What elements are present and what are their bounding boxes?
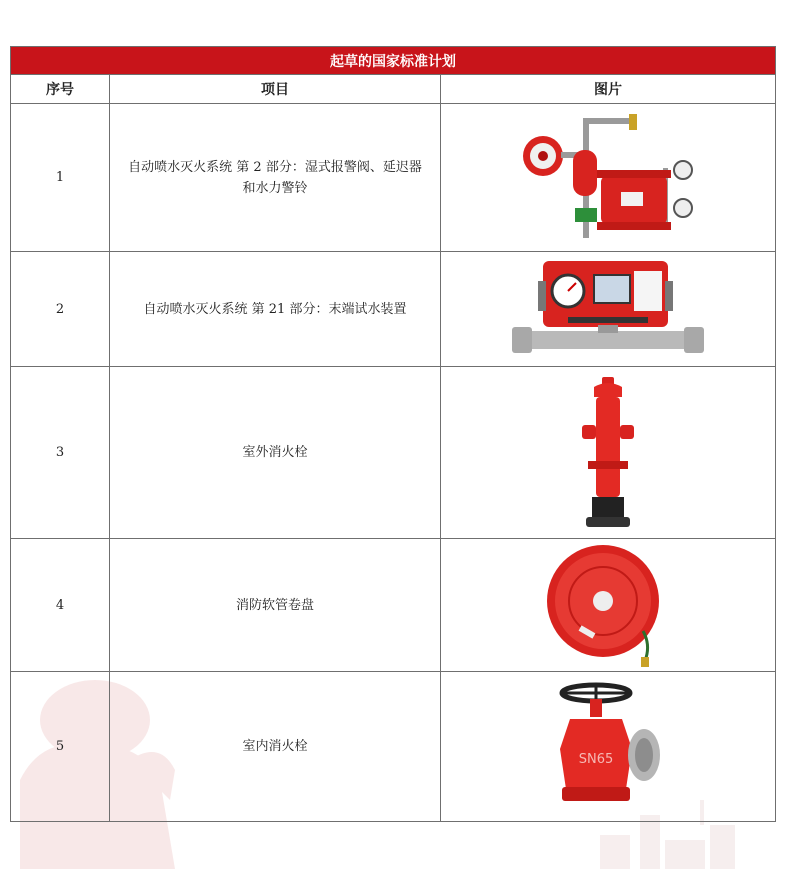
row-item <box>110 539 441 672</box>
row-item <box>110 672 441 822</box>
outdoor-hydrant-image <box>568 373 648 533</box>
column-header-index: 序号 <box>11 75 110 104</box>
row-item-line: 自动喷水灭火系统 第 21 部分：末端试水装置 <box>143 301 407 317</box>
row-picture <box>441 104 776 252</box>
row-item-line: 和水力警铃 <box>242 180 308 196</box>
hose-reel-image <box>543 541 673 669</box>
table-row <box>11 672 776 822</box>
column-header-picture: 图片 <box>441 75 776 104</box>
table-row <box>11 367 776 539</box>
row-item-line: 消防软管卷盘 <box>235 597 314 613</box>
hydrant-model-label: SN65 <box>578 752 614 767</box>
row-index: 2 <box>11 252 110 367</box>
row-item-line: 自动喷水灭火系统 第 2 部分：湿式报警阀、延迟器 <box>128 159 422 175</box>
row-picture <box>441 252 776 367</box>
row-index: 3 <box>11 367 110 539</box>
indoor-hydrant-image <box>548 679 668 814</box>
row-index: 4 <box>11 539 110 672</box>
wet-alarm-valve-image <box>513 108 703 248</box>
row-picture <box>441 672 776 822</box>
row-picture <box>441 367 776 539</box>
row-index: 5 <box>11 672 110 822</box>
table-title: 起草的国家标准计划 <box>11 47 776 75</box>
row-item-line: 室外消火栓 <box>242 445 308 460</box>
standards-table <box>10 46 776 822</box>
table-row <box>11 252 776 367</box>
row-index: 1 <box>11 104 110 252</box>
row-picture <box>441 539 776 672</box>
row-item <box>110 252 441 367</box>
end-test-device-image <box>508 255 708 363</box>
column-header-item: 项目 <box>110 75 441 104</box>
table-row <box>11 539 776 672</box>
row-item-line: 室内消火栓 <box>242 739 308 754</box>
row-item <box>110 104 441 252</box>
row-item <box>110 367 441 539</box>
table-row <box>11 104 776 252</box>
